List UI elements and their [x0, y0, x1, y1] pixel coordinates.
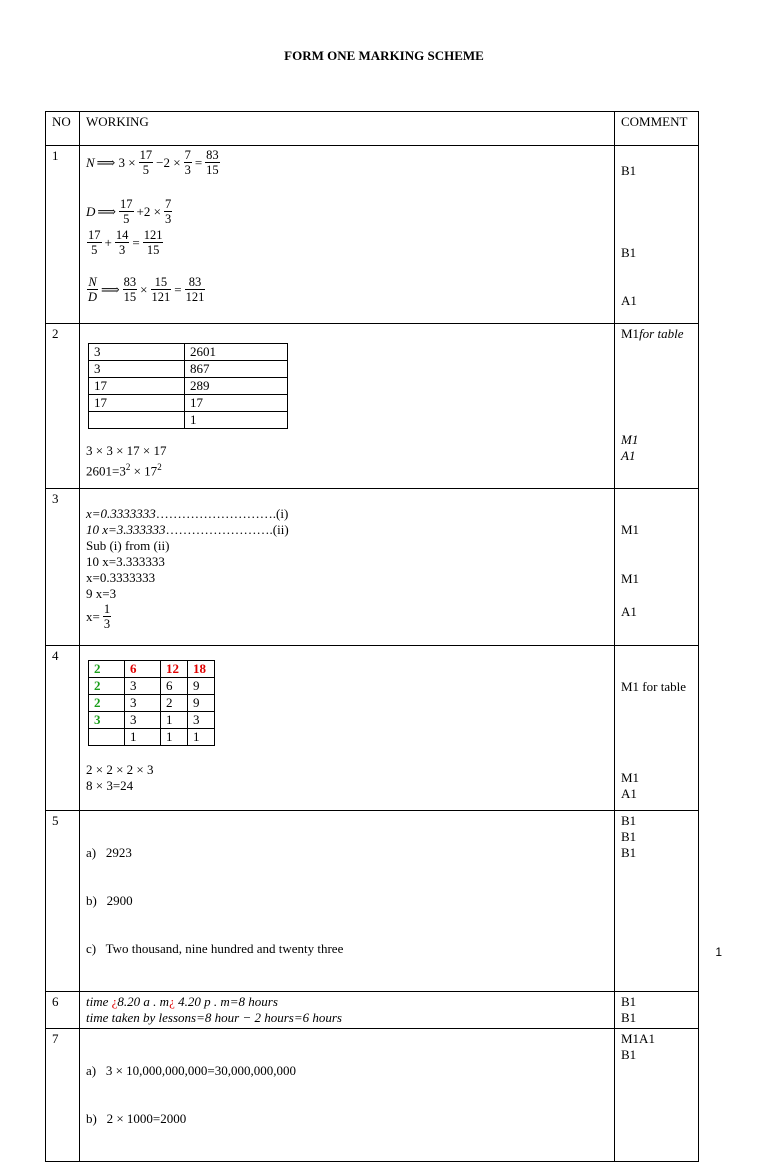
comment-cell — [615, 489, 699, 646]
table-row: 1 — [89, 412, 288, 429]
question-number: 2 — [46, 324, 80, 489]
working-line: b) 2 × 1000=2000 — [86, 1111, 187, 1126]
question-number: 7 — [46, 1029, 80, 1162]
question-number: 5 — [46, 811, 80, 992]
fraction: $\frac{1}{3}$ — [103, 602, 111, 631]
fraction: $\frac{7}{3}$ — [184, 148, 191, 177]
working-cell — [80, 646, 615, 811]
working-line: 9 x=3 — [86, 586, 117, 601]
question-row-3 — [46, 489, 699, 646]
mark: M1 for table — [621, 679, 686, 694]
table-row: 3 2601 — [89, 344, 288, 361]
mark: B1 — [621, 845, 637, 860]
fraction: $\frac{14}{3}$ — [115, 228, 129, 257]
working-line: 2 × 2 × 2 × 3 — [86, 762, 154, 777]
question-row-2 — [46, 324, 699, 489]
working-cell — [80, 324, 615, 489]
question-row-7 — [46, 1029, 699, 1162]
mark: M1 — [621, 770, 640, 785]
comment-cell — [615, 811, 699, 992]
question-number: 3 — [46, 489, 80, 646]
question-number: 6 — [46, 992, 80, 1029]
header-comment: COMMENT — [615, 112, 699, 146]
mark: B1 — [621, 1047, 637, 1062]
mark: M1 — [621, 432, 639, 447]
working-line: 10 x=3.333333 — [86, 554, 165, 569]
mark: M1A1 — [621, 1031, 655, 1046]
mark: B1 — [621, 1010, 637, 1025]
question-row-4 — [46, 646, 699, 811]
working-line: time ¿8.20 a . m¿ 4.20 p . m=8 hours — [86, 994, 278, 1009]
mark: B1 — [621, 245, 637, 260]
table-row: 17 17 — [89, 395, 288, 412]
factor-table — [88, 343, 288, 429]
working-line: b) 2900 — [86, 893, 133, 908]
mark: M1for table — [621, 326, 684, 341]
question-number: 4 — [46, 646, 80, 811]
fraction: $\frac{83}{15}$ — [206, 148, 219, 177]
table-row: 2 6 12 18 — [89, 661, 215, 678]
working-line: a) 3 × 10,000,000,000=30,000,000,000 — [86, 1063, 297, 1078]
question-row-1 — [46, 146, 699, 324]
header-no: NO — [46, 112, 80, 146]
equation-ratio: $\frac{N}{D}$ ⟹ $\frac{83}{15}$ × $\frac{15}{121}$ = $\frac{83}{121}$ — [88, 275, 205, 304]
table-row: 2 3 6 9 — [89, 678, 215, 695]
fraction: $\frac{83}{121}$ — [185, 275, 205, 304]
working-line: 8 × 3=24 — [86, 778, 134, 793]
working-cell — [80, 1029, 615, 1162]
table-row: 3 867 — [89, 361, 288, 378]
fraction: $\frac{17}{5}$ — [120, 197, 133, 226]
mark: B1 — [621, 829, 637, 844]
comment-cell — [615, 324, 699, 489]
mark: M1 — [621, 571, 640, 586]
working-line: x=0.3333333 — [86, 570, 156, 585]
working-cell — [80, 146, 615, 324]
fraction: $\frac{83}{15}$ — [123, 275, 137, 304]
working-line: x=0.3333333……………………….(i) — [86, 506, 289, 521]
mark: M1 — [621, 522, 640, 537]
comment-cell — [615, 992, 699, 1029]
page-number: 1 — [715, 945, 722, 959]
working-line: 10 x=3.333333…………………….(ii) — [86, 522, 289, 537]
question-row-5 — [46, 811, 699, 992]
fraction: $\frac{121}{15}$ — [143, 228, 163, 257]
marking-scheme-table — [45, 111, 699, 1162]
mark: B1 — [621, 994, 637, 1009]
comment-cell — [615, 646, 699, 811]
working-cell — [80, 811, 615, 992]
table-row: 17 289 — [89, 378, 288, 395]
working-line: Sub (i) from (ii) — [86, 538, 170, 553]
table-row: 1 1 1 — [89, 729, 215, 746]
comment-cell — [615, 146, 699, 324]
mark: A1 — [621, 448, 636, 463]
working-line: c) Two thousand, nine hundred and twenty three — [86, 941, 344, 956]
table-row: 3 3 1 3 — [89, 712, 215, 729]
fraction: $\frac{7}{3}$ — [164, 197, 172, 226]
mark: A1 — [621, 604, 637, 619]
working-cell — [80, 992, 615, 1029]
document-title: FORM ONE MARKING SCHEME — [284, 48, 484, 63]
fraction: $\frac{17}{5}$ — [139, 148, 153, 177]
fraction: $\frac{N}{D}$ — [88, 275, 98, 304]
fraction: $\frac{17}{5}$ — [88, 228, 101, 257]
working-line: $2601=3^2 \times 17^2$ — [86, 462, 162, 479]
question-number: 1 — [46, 146, 80, 324]
working-line: x= $\frac{1}{3}$ — [86, 602, 111, 631]
working-cell — [80, 489, 615, 646]
factor-table — [88, 660, 215, 746]
table-header-row — [46, 112, 699, 146]
table-row: 2 3 2 9 — [89, 695, 215, 712]
question-row-6 — [46, 992, 699, 1029]
comment-cell — [615, 1029, 699, 1162]
working-line: time taken by lessons=8 hour − 2 hours=6 hours — [86, 1010, 342, 1025]
equation-sum: $\frac{17}{5}$ + $\frac{14}{3}$ = $\frac{121}{15}$ — [88, 228, 163, 257]
equation-d: D ⟹ $\frac{17}{5}$ +2 × $\frac{7}{3}$ — [86, 197, 172, 226]
equation-n: N ⟹ 3 × $\frac{17}{5}$ −2 × $\frac{7}{3}$ = $\frac{83}{15}$ — [86, 148, 219, 177]
mark: A1 — [621, 786, 637, 801]
fraction: $\frac{15}{121}$ — [151, 275, 171, 304]
header-working: WORKING — [80, 112, 615, 146]
working-line: 3 × 3 × 17 × 17 — [86, 443, 167, 458]
mark: B1 — [621, 813, 637, 828]
working-line: a) 2923 — [86, 845, 132, 860]
mark: B1 — [621, 163, 637, 178]
mark: A1 — [621, 293, 637, 308]
